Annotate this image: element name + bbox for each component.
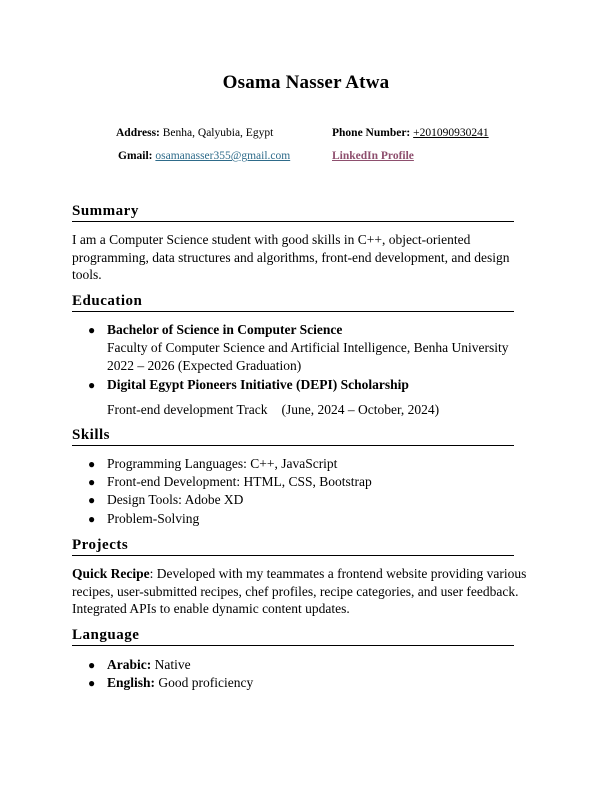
project-description bbox=[72, 565, 536, 618]
language-item bbox=[88, 674, 567, 692]
education-item bbox=[88, 376, 567, 419]
language-name: English: bbox=[107, 675, 156, 691]
email-link[interactable]: osamanasser355@gmail.com bbox=[155, 150, 291, 162]
language-level: Native bbox=[154, 657, 191, 672]
language-list bbox=[72, 656, 567, 692]
phone-line bbox=[332, 127, 489, 139]
project-name: Quick Recipe bbox=[72, 566, 150, 581]
scholarship-dates: (June, 2024 – October, 2024) bbox=[281, 401, 440, 417]
email-label: Gmail: bbox=[118, 150, 153, 162]
skills-list bbox=[72, 455, 567, 528]
summary-text: I am a Computer Science student with good skills in C++, object-oriented programming, data structures and algorithms, front-end development, and design tools. bbox=[72, 232, 510, 282]
education-list bbox=[72, 321, 567, 419]
phone-link[interactable]: +201090930241 bbox=[413, 127, 489, 139]
linkedin-line bbox=[332, 150, 414, 162]
bullet-icon: ● bbox=[88, 377, 96, 392]
education-dates: 2022 – 2026 (Expected Graduation) bbox=[107, 358, 302, 374]
education-item bbox=[88, 321, 567, 376]
summary-heading: Summary bbox=[72, 202, 514, 222]
scholarship-track-line bbox=[107, 401, 567, 419]
phone-label: Phone Number: bbox=[332, 127, 411, 139]
scholarship-title: Digital Egypt Pioneers Initiative (DEPI) Scholarship bbox=[107, 376, 409, 392]
bullet-icon: ● bbox=[88, 676, 96, 691]
bullet-icon: ● bbox=[88, 511, 96, 526]
language-item bbox=[88, 656, 567, 674]
skill-item bbox=[88, 473, 567, 491]
language-level: Good proficiency bbox=[158, 675, 254, 691]
bullet-icon: ● bbox=[88, 493, 96, 508]
skill-text: Front-end Development: HTML, CSS, Bootstrap bbox=[107, 474, 372, 490]
skill-item bbox=[88, 510, 567, 528]
bullet-icon: ● bbox=[88, 323, 96, 337]
skill-item bbox=[88, 491, 567, 509]
skill-text: Design Tools: Adobe XD bbox=[107, 492, 244, 508]
scholarship-track: Front-end development Track bbox=[107, 401, 268, 417]
resume-name: Osama Nasser Atwa bbox=[222, 72, 390, 93]
project-text: : Developed with my teammates a frontend website providing various recipes, user-submitted recipes, chef profiles, recipe categories, and user feedback. Integrated APIs to enable dynamic content updates. bbox=[72, 566, 527, 616]
education-degree: Bachelor of Science in Computer Science bbox=[107, 322, 343, 337]
address-value: Benha, Qalyubia, Egypt bbox=[162, 127, 274, 139]
email-line bbox=[118, 150, 290, 162]
language-heading: Language bbox=[72, 626, 514, 646]
skills-heading: Skills bbox=[72, 426, 514, 446]
bullet-icon: ● bbox=[88, 658, 96, 672]
education-heading: Education bbox=[72, 292, 514, 312]
language-name: Arabic: bbox=[107, 657, 152, 672]
address-label: Address: bbox=[116, 127, 160, 139]
bullet-icon: ● bbox=[88, 475, 96, 490]
linkedin-link[interactable]: LinkedIn Profile bbox=[332, 150, 414, 162]
education-faculty: Faculty of Computer Science and Artificial Intelligence, Benha University bbox=[107, 340, 509, 356]
skill-item bbox=[88, 455, 567, 473]
skill-text: Programming Languages: C++, JavaScript bbox=[107, 456, 338, 471]
address-line bbox=[116, 127, 273, 139]
bullet-icon: ● bbox=[88, 457, 96, 471]
projects-heading: Projects bbox=[72, 536, 514, 556]
skill-text: Problem-Solving bbox=[107, 510, 200, 526]
